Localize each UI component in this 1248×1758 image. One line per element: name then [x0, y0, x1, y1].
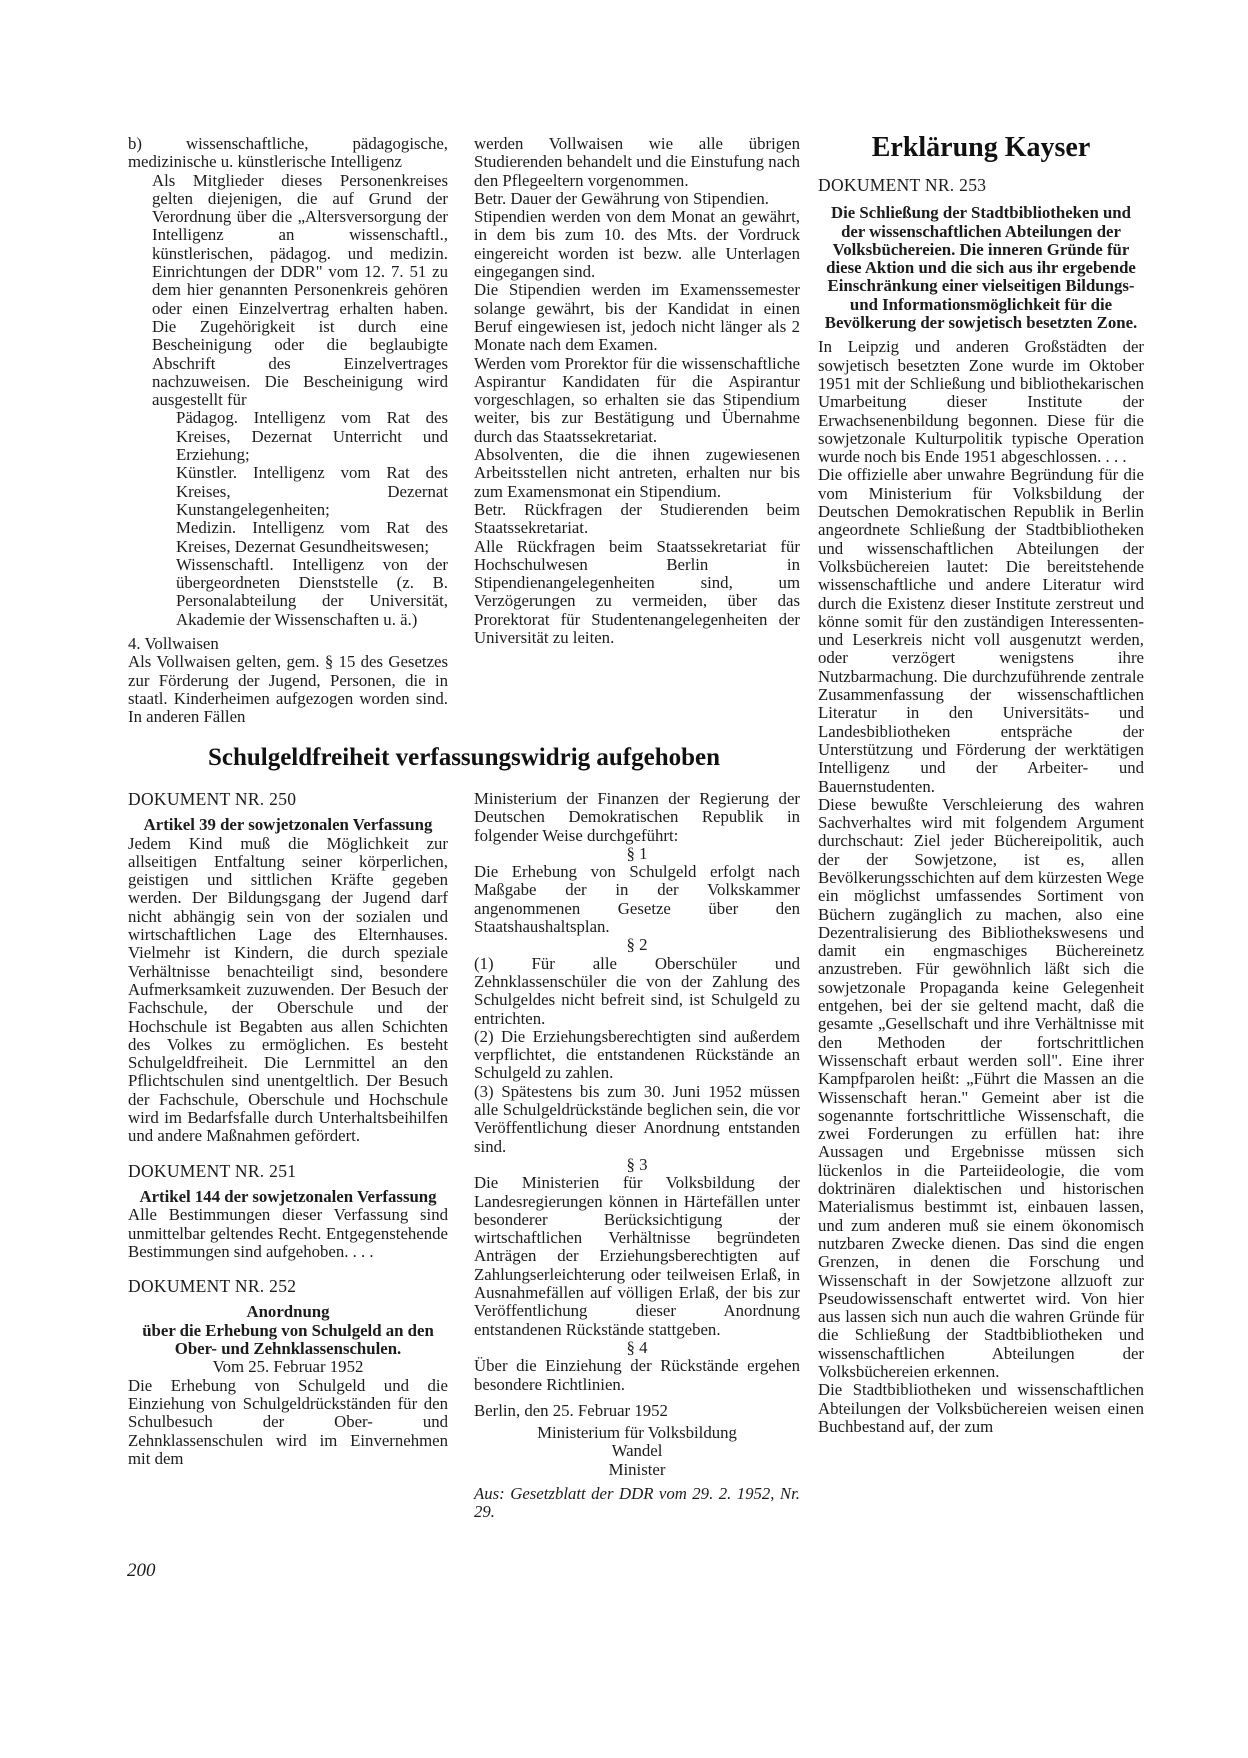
column-2-top — [474, 135, 800, 647]
paragraph: (2) Die Erziehungsberechtigten sind außerdem verpflichtet, die entstandenen Rückstände an Schulgeld zu zahlen. — [474, 1026, 800, 1083]
paragraph: werden Vollwaisen wie alle übrigen Studierenden behandelt und die Einstufung nach den Pflegeeltern vorgenommen. — [474, 134, 800, 190]
paragraph: (3) Spätestens bis zum 30. Juni 1952 müssen alle Schulgeldrückstände beglichen sein, die vor Veröffentlichung dieser Anordnung entstanden sind. — [474, 1081, 800, 1156]
document-subtitle: über die Erhebung von Schulgeld an den Ober- und Zehnklassenschulen. — [142, 1320, 434, 1359]
paragraph: (1) Für alle Oberschüler und Zehnklassenschüler die von der Zahlung des Schulgeldes nicht befreit sind, ist Schulgeld zu entrichten. — [474, 953, 800, 1028]
signature-line: Wandel — [611, 1441, 663, 1461]
paragraph: Die Stipendien werden im Examenssemester solange gewährt, bis der Kandidat in einen Beruf eingewiesen ist, jedoch nicht länger als 2 Monate nach dem Examen. — [474, 280, 800, 355]
paragraph: Betr. Rückfragen der Studierenden beim Staatssekretariat. — [474, 499, 800, 538]
paragraph: Die Erhebung von Schulgeld und die Einziehung von Schulgeldrückständen für den Schulbesuch der Ober- und Zehnklassenschulen wird im Einvernehmen mit dem — [128, 1375, 448, 1468]
section-heading-kayser: Erklärung Kayser — [871, 132, 1091, 163]
signature-line: Ministerium für Volksbildung — [537, 1423, 737, 1443]
section-mark: § 4 — [626, 1337, 648, 1357]
list-item: Medizin. Intelligenz vom Rat des Kreises, Dezernat Gesundheitswesen; — [176, 518, 448, 556]
paragraph: Die Ministerien für Volksbildung der Landesregierungen können in Härtefällen unter besonderer Berücksichtigung der wirtschaftlichen Verhältnisse begründeten Anträgen der Erziehungsberechtigten auf Zahlungserleichterung oder teilweisen Erlaß, in Ausnahmefällen auf völligen Erlaß, der bis zur Veröffentlichung dieser Anordnung entstandenen Rückstände stattgeben. — [474, 1173, 800, 1339]
column-1-top — [128, 135, 448, 727]
section-mark: § 1 — [626, 843, 648, 863]
item-4-heading: 4. Vollwaisen — [128, 634, 219, 654]
column-3 — [818, 176, 1144, 1436]
paragraph: Diese bewußte Verschleierung des wahren Sachverhaltes wird mit folgendem Argument durchschaut: Ziel jeder Büchereipolitik, auch der der Sowjetzone, ist es, allen Bevölkerungsschichten auf dem kürzesten Wege ein möglichst umfassendes Sortiment von Büchern zugänglich zu machen, also eine Dezentralisierung des Bibliothekswesens und damit ein engmaschiges Büchereinetz anzustreben. Für gewöhnlich läßt sich die sowjetzonale Propaganda keine Gelegenheit entgehen, bei der sie geltend macht, daß die gesamte „Gesellschaft und ihre Verhältnisse mit den Methoden der fortschrittlichen Wissenschaft erbaut werden soll". Eine ihrer Kampfparolen heißt: „Führt die Massen an die Wissenschaft heran." Gemeint aber ist die sogenannte fortschrittliche Wissenschaft, die zwei Forderungen zu erfüllen hat: ihre Aussagen und Ergebnisse müssen sich lückenlos in die Parteiideologie, die vom doktrinären dialektischen und historischen Materialismus bestimmt ist, einbauen lassen, und zum anderen muß sie einem ökonomisch nutzbaren Zwecke dienen. Das sind die engen Grenzen, in denen die Forschung und Wissenschaft in der Sowjetzone allzuoft zur Pseudowissenschaft entwertet wird. Von hier aus lassen sich nun auch die wahren Gründe für die Schließung der Stadtbibliotheken und wissenschaftlichen Abteilungen der Volksbüchereien erkennen. — [818, 794, 1144, 1381]
section-heading-schulgeld: Schulgeldfreiheit verfassungswidrig aufgehoben — [207, 744, 721, 771]
source-note: Aus: Gesetzblatt der DDR vom 29. 2. 1952, Nr. 29. — [474, 1483, 800, 1522]
paragraph: Die offizielle aber unwahre Begründung für die vom Ministerium für Volksbildung der Deutschen Demokratischen Republik in Berlin angeordnete Schließung der Stadtbibliotheken und wissenschaftlichen Abteilungen der Volksbüchereien lautet: Die bereitstehende wissenschaftliche und andere Literatur wird durch die Existenz dieser Institute zerstreut und könne somit für den zuständigen Interessenten- und Leserkreis nicht voll ausgenutzt werden, oder verzögert wenigstens ihre Nutzbarmachung. Die durchzuführende zentrale Zusammenfassung der wissenschaftlichen Literatur in den Universitäts- und Landesbibliotheken entspräche der Unterstützung und Förderung der werktätigen Intelligenz und der Arbeiter- und Bauernstudenten. — [818, 465, 1144, 796]
place-date: Berlin, den 25. Februar 1952 — [474, 1400, 668, 1420]
lead-paragraph: Die Schließung der Stadtbibliotheken und der wissenschaftlichen Abteilungen der Volksbüchereien. Die inneren Gründe für diese Aktion und die sich aus ihr ergebende Einschränkung einer vielseitigen Bildungs- und Informationsmöglichkeit für die Bevölkerung der sowjetisch besetzten Zone. — [824, 203, 1138, 333]
paragraph: Die Stadtbibliotheken und wissenschaftlichen Abteilungen der Volksbüchereien weisen einen Buchbestand auf, der zum — [818, 1380, 1144, 1436]
paragraph: Werden vom Prorektor für die wissenschaftliche Aspirantur Kandidaten für die Aspirantur vorgeschlagen, so erhalten sie das Stipendium weiter, bis zur Bestätigung und Übernahme durch das Staatssekretariat. — [474, 353, 800, 446]
page-number: 200 — [127, 1560, 156, 1581]
paragraph: Stipendien werden von dem Monat an gewährt, in dem bis zum 10. des Mts. der Vordruck eingereicht worden ist bezw. alle Unterlagen eingegangen sind. — [474, 207, 800, 282]
document-label-250: DOKUMENT NR. 250 — [128, 789, 297, 809]
item-b-heading: b) wissenschaftliche, pädagogische, medizinische u. künstlerische Intelligenz — [128, 134, 448, 172]
paragraph: Alle Bestimmungen dieser Verfassung sind unmittelbar geltendes Recht. Entgegenstehende Bestimmungen sind aufgehoben. . . . — [128, 1205, 448, 1261]
document-subtitle: Artikel 144 der sowjetzonalen Verfassung — [139, 1186, 437, 1206]
paragraph: Betr. Dauer der Gewährung von Stipendien. — [474, 188, 769, 208]
document-label-251: DOKUMENT NR. 251 — [128, 1160, 297, 1181]
paragraph: Über die Einziehung der Rückstände ergehen besondere Richtlinien. — [474, 1356, 800, 1394]
list-item: Pädagog. Intelligenz vom Rat des Kreises, Dezernat Unterricht und Erziehung; — [176, 408, 448, 465]
paragraph: Als Vollwaisen gelten, gem. § 15 des Gesetzes zur Förderung der Jugend, Personen, die in staatl. Kinderheimen aufgezogen worden sind. In anderen Fällen — [128, 652, 448, 727]
section-mark: § 2 — [626, 935, 648, 955]
list-item: Wissenschaftl. Intelligenz von der übergeordneten Dienststelle (z. B. Personalabteilung der Universität, Akademie der Wissenschaften u. ä.) — [176, 554, 448, 629]
document-label-252: DOKUMENT NR. 252 — [128, 1276, 297, 1297]
paragraph: In Leipzig und anderen Großstädten der sowjetisch besetzten Zone wurde im Oktober 1951 mit der Schließung und bibliothekarischen Umarbeitung dieser Institute der Erwachsenenbildung begonnen. Diese für die sowjetzonale Kulturpolitik typische Operation wurde noch bis Ende 1951 abgeschlossen. . . . — [818, 337, 1144, 467]
document-subtitle: Artikel 39 der sowjetzonalen Verfassung — [143, 815, 433, 835]
column-1-bottom — [128, 790, 448, 1468]
paragraph: Ministerium der Finanzen der Regierung der Deutschen Demokratischen Republik in folgender Weise durchgeführt: — [474, 789, 800, 845]
paragraph: Alle Rückfragen beim Staatssekretariat für Hochschulwesen Berlin in Stipendienangelegenheiten sind, um Verzögerungen zu vermeiden, über das Prorektorat für Studentenangelegenheiten der Universität zu leiten. — [474, 536, 800, 648]
document-label-253: DOKUMENT NR. 253 — [818, 175, 987, 195]
paragraph: Die Erhebung von Schulgeld erfolgt nach Maßgabe der in der Volkskammer angenommenen Gesetze über den Staatshaushaltsplan. — [474, 862, 800, 937]
document-date: Vom 25. Februar 1952 — [212, 1357, 364, 1377]
paragraph: Als Mitglieder dieses Personenkreises gelten diejenigen, die auf Grund der Verordnung über die „Altersversorgung der Intelligenz an wissenschaftl., künstlerischen, pädagog. und medizin. Einrichtungen der DDR" vom 12. 7. 51 zu dem hier genannten Personenkreis gehören oder einen Einzelvertrag erhalten haben. Die Zugehörigkeit ist durch eine Bescheinigung oder die beglaubigte Abschrift des Einzelvertrages nachzuweisen. Die Bescheinigung wird ausgestellt für — [152, 170, 448, 410]
section-mark: § 3 — [626, 1154, 648, 1174]
paragraph: Jedem Kind muß die Möglichkeit zur allseitigen Entfaltung seiner körperlichen, geistigen und sittlichen Kräfte gegeben werden. Der Bildungsgang der Jugend darf nicht abhängig sein von der sozialen und wirtschaftlichen Lage des Elternhauses. Vielmehr ist Kindern, die durch speziale Verhältnisse benachteiligt sind, besondere Aufmerksamkeit zuzuwenden. Der Besuch der Fachschule, der Oberschule und der Hochschule ist Begabten aus allen Schichten des Volkes zu ermöglichen. Es besteht Schulgeldfreiheit. Die Lernmittel an den Pflichtschulen sind unentgeltlich. Der Besuch der Fachschule, Oberschule und Hochschule wird im Bedarfsfalle durch Unterhaltsbeihilfen und andere Maßnahmen gefördert. — [128, 833, 448, 1146]
column-2-bottom — [474, 790, 800, 1522]
signature-line: Minister — [608, 1459, 666, 1479]
list-item: Künstler. Intelligenz vom Rat des Kreises, Dezernat Kunstangelegenheiten; — [176, 463, 448, 519]
document-subtitle: Anordnung — [246, 1302, 330, 1322]
paragraph: Absolventen, die die ihnen zugewiesenen Arbeitsstellen nicht antreten, erhalten nur bis zum Examensmonat ein Stipendium. — [474, 445, 800, 501]
